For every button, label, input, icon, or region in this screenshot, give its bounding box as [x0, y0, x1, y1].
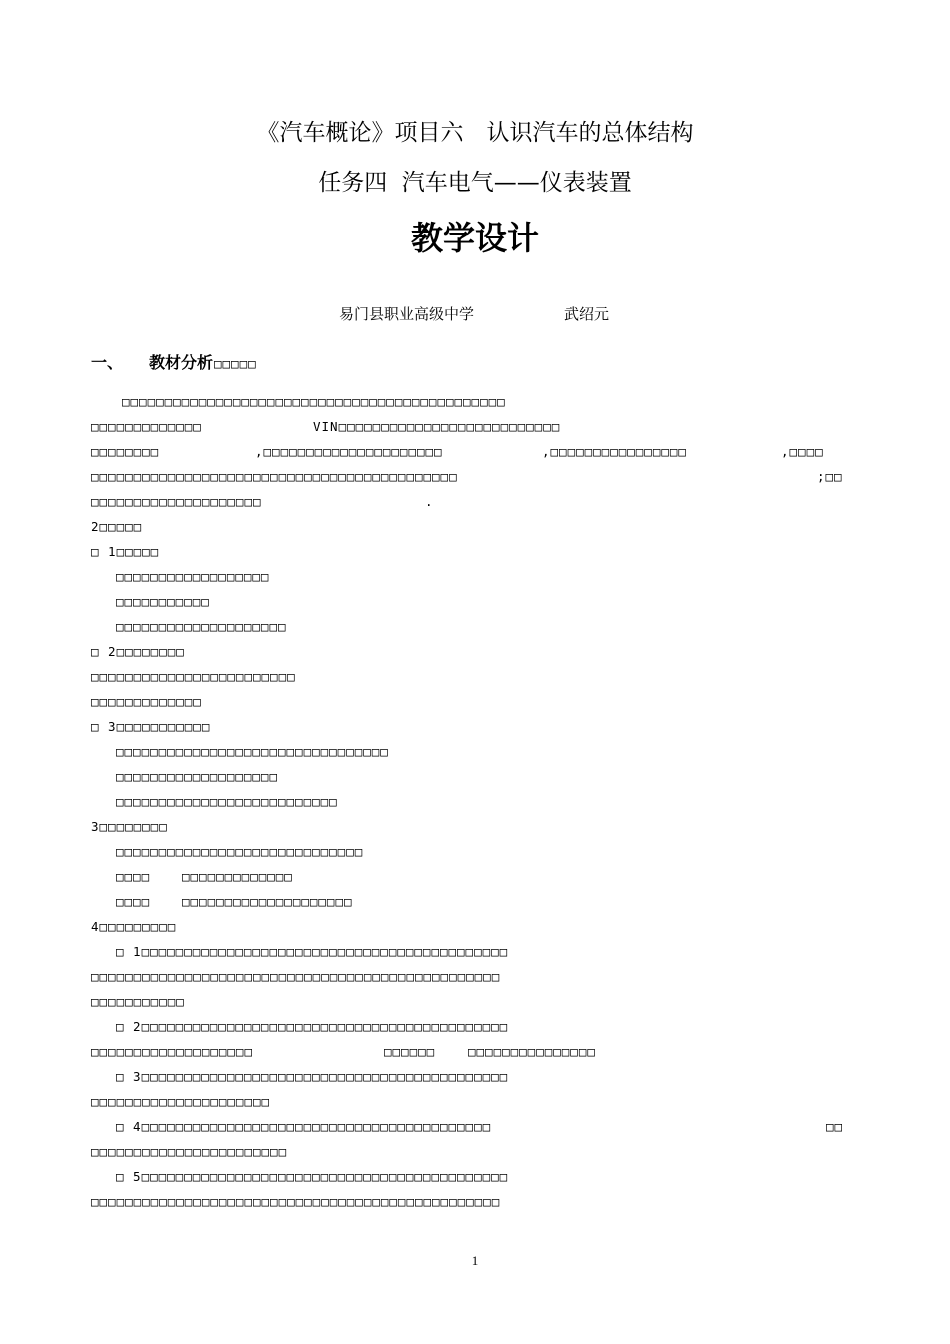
paragraph-line: VIN□□□□□□□□□□□□□□□□□□□□□□□□□□ [313, 419, 561, 434]
paragraph-line: □ 1□□□□□□□□□□□□□□□□□□□□□□□□□□□□□□□□□□□□□□□□□□□ [116, 944, 509, 959]
list-item: □□□□□□□□□□□□□□□□□□□ [116, 769, 278, 784]
paragraph-line: ,□□□□ [781, 444, 824, 459]
section-number: 一、 [91, 353, 124, 372]
subsection-heading: □ 3□□□□□□□□□□□ [91, 719, 211, 734]
list-item: □□□□□□□□□□□□□□□□□□□□□□□□□□ [116, 794, 338, 809]
list-item-label: □□□□ [116, 894, 151, 909]
paragraph-line: □□□□□□□□□□□□□□□□□□□□□□□□□□□□□□□□□□□□□□□□□□□ [91, 469, 458, 484]
list-item: □□□□□□□□□□□□□ [91, 694, 202, 709]
paragraph-line: ,□□□□□□□□□□□□□□□□□□□□□ [255, 444, 443, 459]
paragraph-line: □□□□□□□□□□□□□ [91, 419, 202, 434]
document-subtitle: 任务四 汽车电气——仪表装置 [318, 170, 632, 196]
paragraph-line: . [425, 494, 434, 509]
subsection-heading: 2□□□□□ [91, 519, 143, 534]
paragraph-line: □□□□□□□□□□□□□□□□□□□□□□□ [91, 1144, 288, 1159]
list-item: □□□□□□□□□□□□□□□□□□□□ [182, 894, 353, 909]
paragraph-line: ;□□ [817, 469, 843, 484]
paragraph-line: □ 5□□□□□□□□□□□□□□□□□□□□□□□□□□□□□□□□□□□□□□□□□□□ [116, 1169, 509, 1184]
paragraph-line: □□□□□□□□□□□ [91, 994, 185, 1009]
list-item: □□□□□□□□□□□□□□□□□□□□□□□□□□□□□□□□ [116, 744, 389, 759]
paragraph-line: □□□□□□□□ [91, 444, 160, 459]
section-title-tail: □□□□□ [214, 356, 257, 371]
paragraph-line: ,□□□□□□□□□□□□□□□□ [542, 444, 687, 459]
paragraph-line: □□□□□□□□□□□□□□□□□□□ [91, 1044, 253, 1059]
section-title: 教材分析 [149, 353, 214, 372]
paragraph-line: □ 4□□□□□□□□□□□□□□□□□□□□□□□□□□□□□□□□□□□□□□□□□ [116, 1119, 492, 1134]
paragraph-line: □□□□□□□□□□□□□□□□□□□□□□□□□□□□□□□□□□□□□□□□□□□□□ [122, 394, 506, 409]
paragraph-line: □ 3□□□□□□□□□□□□□□□□□□□□□□□□□□□□□□□□□□□□□□□□□□□ [116, 1069, 509, 1084]
page-number: 1 [471, 1253, 479, 1268]
list-item: □□□□□□□□□□□□□□□□□□□□ [116, 619, 287, 634]
document-title: 《汽车概论》项目六 认识汽车的总体结构 [256, 120, 694, 146]
list-item: □□□□□□□□□□□□□ [182, 869, 293, 884]
list-item: □□□□□□□□□□□□□□□□□□□□□□□□□□□□□ [116, 844, 364, 859]
subsection-heading: □ 2□□□□□□□□ [91, 644, 185, 659]
subsection-heading: 3□□□□□□□□ [91, 819, 168, 834]
paragraph-line: □ 2□□□□□□□□□□□□□□□□□□□□□□□□□□□□□□□□□□□□□□□□□□□ [116, 1019, 509, 1034]
list-item: □□□□□□□□□□□ [116, 594, 210, 609]
list-item: □□□□□□□□□□□□□□□□□□ [116, 569, 270, 584]
paragraph-line: □□□□□□ [384, 1044, 436, 1059]
paragraph-line: □□□□□□□□□□□□□□□□□□□□□□□□□□□□□□□□□□□□□□□□□□□□□□□□ [91, 1194, 501, 1209]
list-item: □□□□□□□□□□□□□□□□□□□□□□□□ [91, 669, 296, 684]
paragraph-line: □□ [826, 1119, 844, 1134]
paragraph-line: □□□□□□□□□□□□□□□ [468, 1044, 596, 1059]
paragraph-line: □□□□□□□□□□□□□□□□□□□□□□□□□□□□□□□□□□□□□□□□□□□□□□□□ [91, 969, 501, 984]
paragraph-line: □□□□□□□□□□□□□□□□□□□□□ [91, 1094, 271, 1109]
author-school: 易门县职业高级中学 [339, 305, 475, 323]
subsection-heading: □ 1□□□□□ [91, 544, 160, 559]
author-name: 武绍元 [564, 305, 610, 323]
paragraph-line: □□□□□□□□□□□□□□□□□□□□ [91, 494, 262, 509]
document-type-heading: 教学设计 [410, 219, 539, 257]
subsection-heading: 4□□□□□□□□□ [91, 919, 177, 934]
list-item-label: □□□□ [116, 869, 151, 884]
